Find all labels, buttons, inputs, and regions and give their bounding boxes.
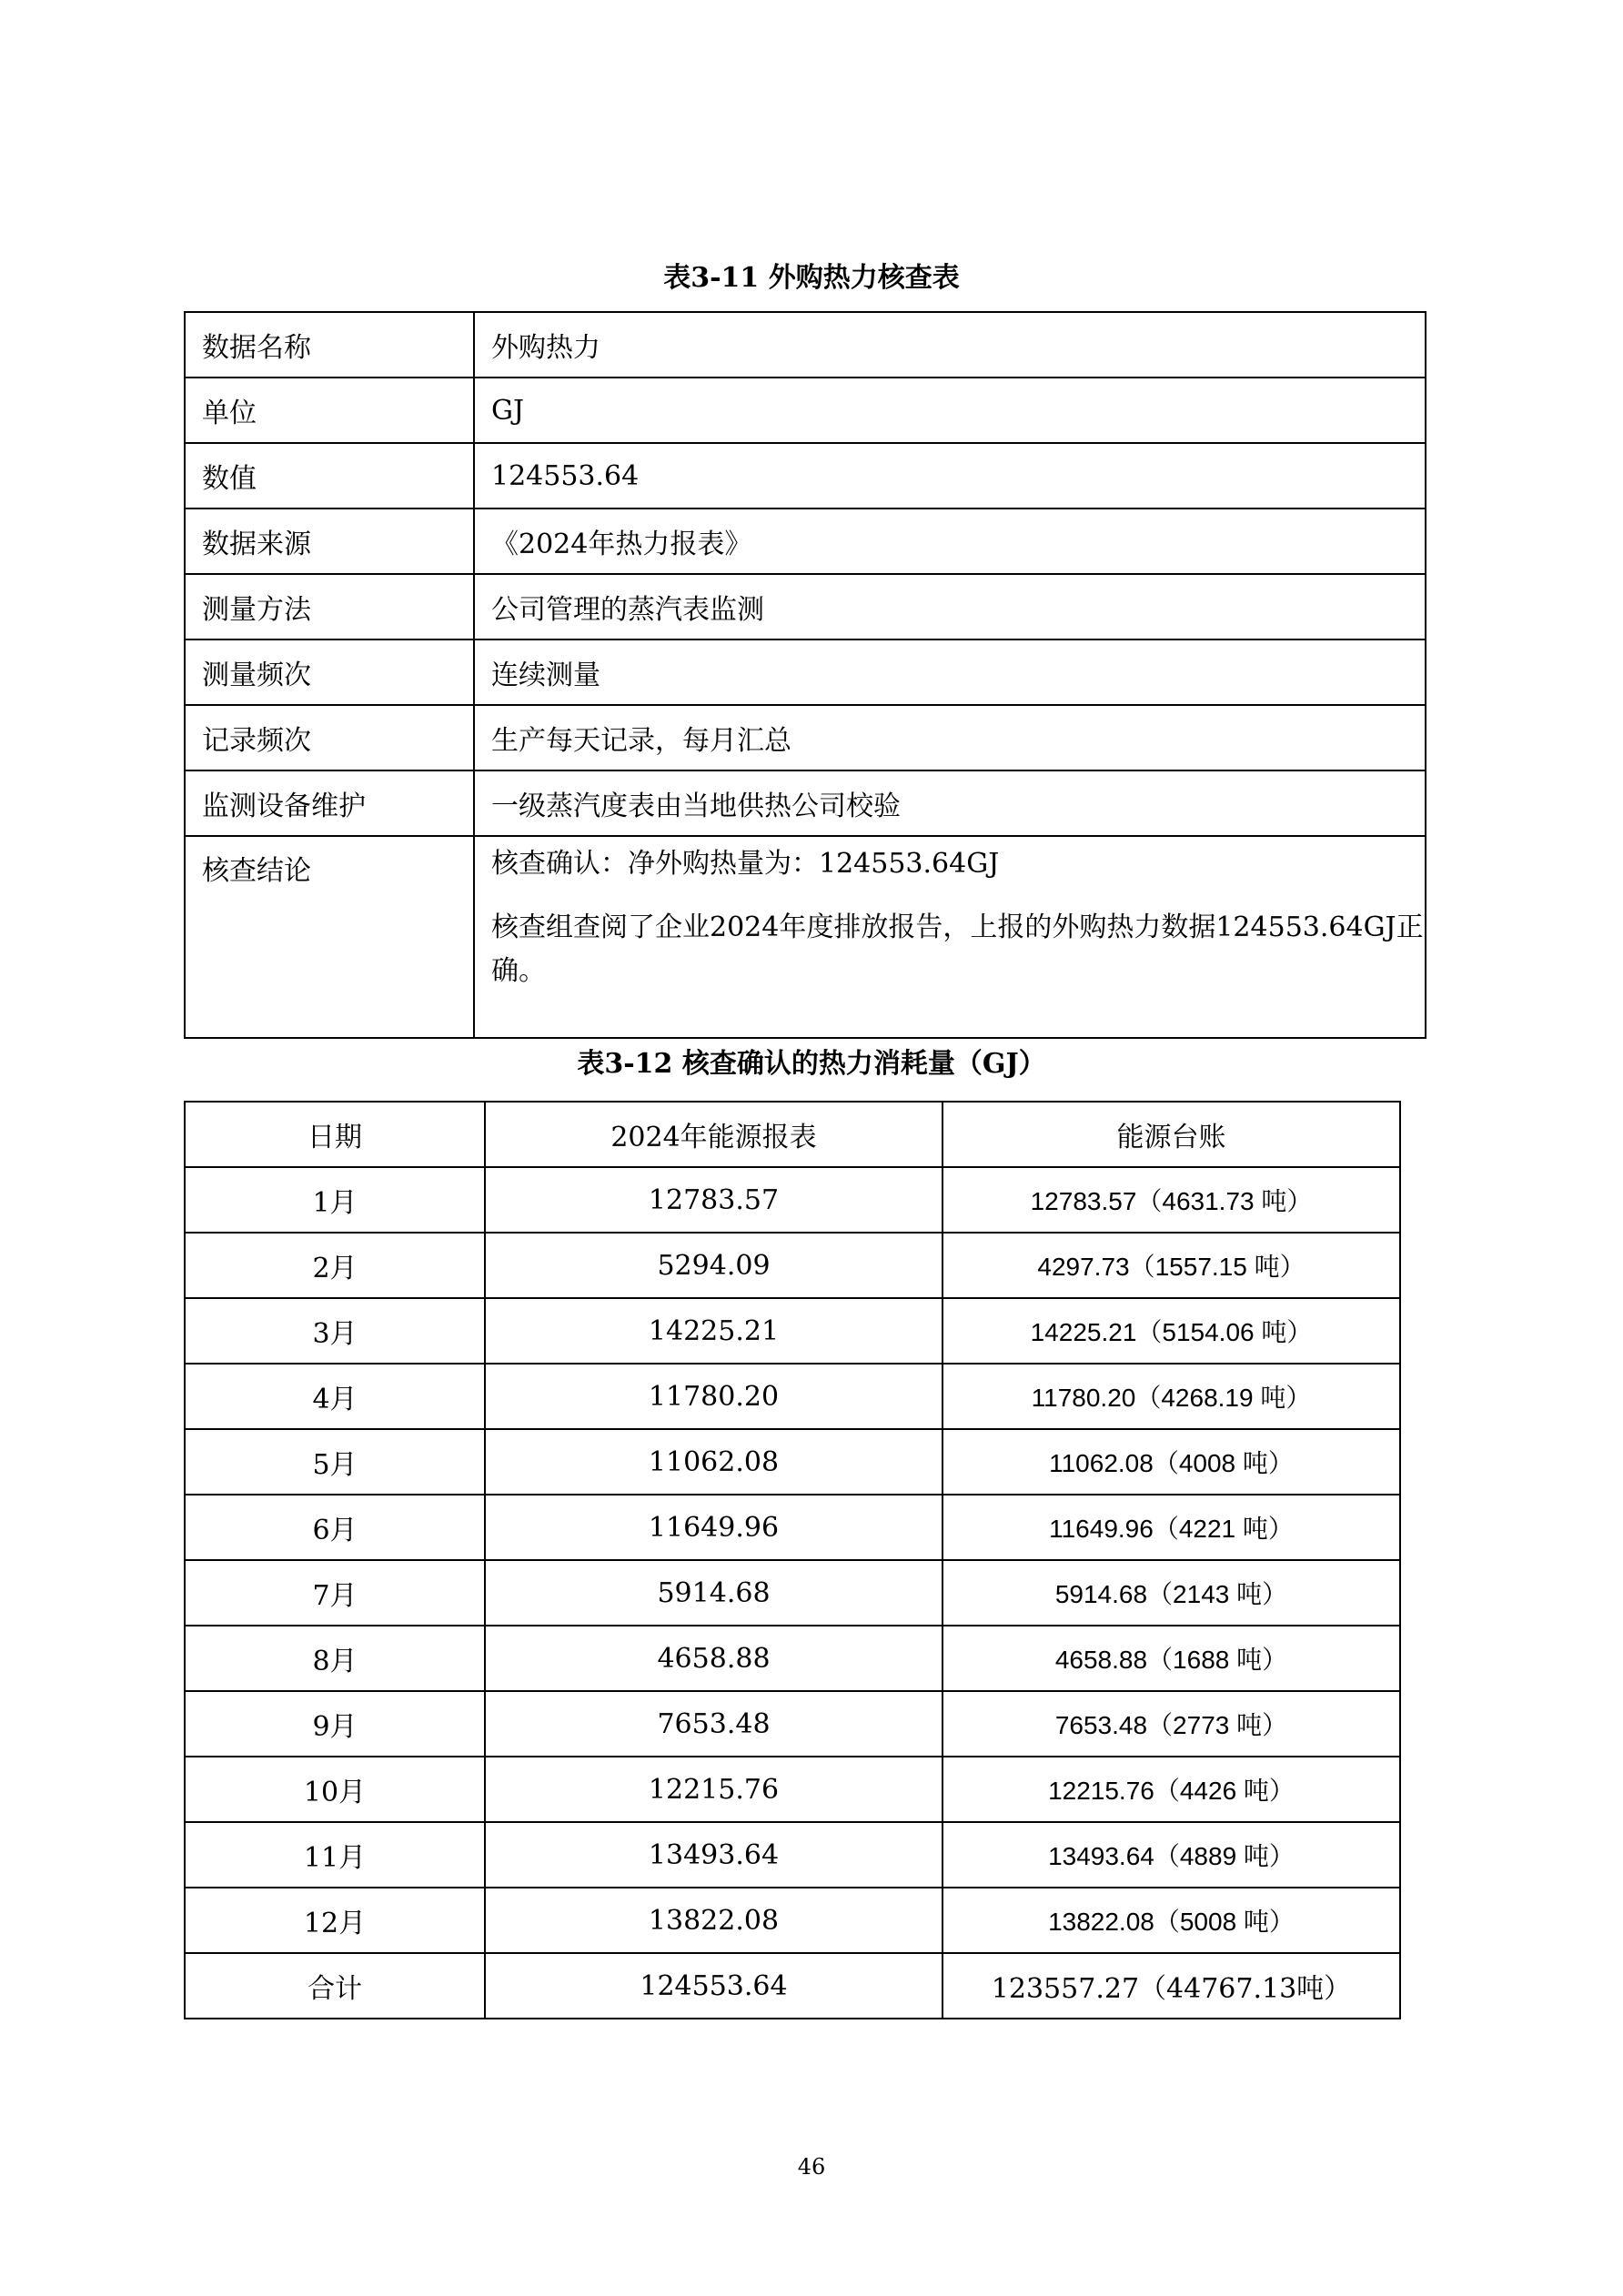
row-value: 连续测量 xyxy=(474,639,1426,705)
report-value-cell: 11062.08 xyxy=(485,1429,943,1495)
header-energy-ledger: 能源台账 xyxy=(943,1102,1400,1167)
row-label: 数值 xyxy=(185,443,474,509)
ledger-value-cell: 7653.48（2773 吨） xyxy=(943,1691,1400,1757)
table-row xyxy=(185,1298,1400,1364)
table-row xyxy=(185,1757,1400,1822)
month-cell: 5月 xyxy=(185,1429,485,1495)
header-energy-report: 2024年能源报表 xyxy=(485,1102,943,1167)
conclusion-line-2-text: 核查组查阅了企业2024年度排放报告，上报的外购热力数据124553.64GJ正 xyxy=(491,911,1424,943)
table-row xyxy=(185,1822,1400,1888)
month-cell: 2月 xyxy=(185,1233,485,1298)
month-cell: 3月 xyxy=(185,1298,485,1364)
table-row xyxy=(185,1233,1400,1298)
table-row xyxy=(185,509,1426,574)
row-value: 外购热力 xyxy=(474,312,1426,378)
month-cell: 4月 xyxy=(185,1364,485,1429)
report-value-cell: 14225.21 xyxy=(485,1298,943,1364)
total-label-cell: 合计 xyxy=(185,1953,485,2019)
table-row xyxy=(185,639,1426,705)
report-value-cell: 12215.76 xyxy=(485,1757,943,1822)
row-label: 单位 xyxy=(185,378,474,443)
report-value-cell: 11649.96 xyxy=(485,1495,943,1560)
conclusion-line-1: 核查确认：净外购热量为：124553.64GJ xyxy=(491,848,1000,880)
table-3-11-caption: 表3-11 外购热力核查表 xyxy=(663,262,960,294)
table-row xyxy=(185,574,1426,639)
table-row xyxy=(185,1429,1400,1495)
table-row xyxy=(185,443,1426,509)
month-cell: 11月 xyxy=(185,1822,485,1888)
ledger-value-cell: 5914.68（2143 吨） xyxy=(943,1560,1400,1626)
ledger-value-cell: 13822.08（5008 吨） xyxy=(943,1888,1400,1953)
table-row xyxy=(185,1888,1400,1953)
table-row xyxy=(185,312,1426,378)
header-date: 日期 xyxy=(185,1102,485,1167)
report-value-cell: 13493.64 xyxy=(485,1822,943,1888)
month-cell: 6月 xyxy=(185,1495,485,1560)
report-value-cell: 12783.57 xyxy=(485,1167,943,1233)
table-row xyxy=(185,1691,1400,1757)
ledger-value-cell: 13493.64（4889 吨） xyxy=(943,1822,1400,1888)
table-row xyxy=(185,705,1426,770)
table-row xyxy=(185,378,1426,443)
total-row xyxy=(185,1953,1400,2019)
table-row xyxy=(185,1364,1400,1429)
row-value: 一级蒸汽度表由当地供热公司校验 xyxy=(474,770,1426,836)
table-row xyxy=(185,1626,1400,1691)
row-label: 记录频次 xyxy=(185,705,474,770)
ledger-value-cell: 12783.57（4631.73 吨） xyxy=(943,1167,1400,1233)
row-label: 数据来源 xyxy=(185,509,474,574)
conclusion-label: 核查结论 xyxy=(185,836,474,1038)
conclusion-row xyxy=(185,836,1426,1038)
report-value-cell: 5294.09 xyxy=(485,1233,943,1298)
conclusion-text xyxy=(474,836,1426,1038)
row-label: 测量方法 xyxy=(185,574,474,639)
total-report-cell: 124553.64 xyxy=(485,1953,943,2019)
table-row xyxy=(185,1560,1400,1626)
table-row xyxy=(185,1167,1400,1233)
row-label: 监测设备维护 xyxy=(185,770,474,836)
page-number: 46 xyxy=(797,2154,826,2180)
purchased-heat-check-table xyxy=(184,311,1426,1039)
conclusion-line-3-text: 确。 xyxy=(491,955,546,987)
ledger-value-cell: 14225.21（5154.06 吨） xyxy=(943,1298,1400,1364)
ledger-value-cell: 4297.73（1557.15 吨） xyxy=(943,1233,1400,1298)
ledger-value-cell: 12215.76（4426 吨） xyxy=(943,1757,1400,1822)
ledger-value-cell: 11649.96（4221 吨） xyxy=(943,1495,1400,1560)
report-value-cell: 5914.68 xyxy=(485,1560,943,1626)
row-value: 《2024年热力报表》 xyxy=(474,509,1426,574)
row-value: 生产每天记录，每月汇总 xyxy=(474,705,1426,770)
report-value-cell: 11780.20 xyxy=(485,1364,943,1429)
total-ledger-cell: 123557.27（44767.13吨） xyxy=(943,1953,1400,2019)
table-header-row xyxy=(185,1102,1400,1167)
row-value: 公司管理的蒸汽表监测 xyxy=(474,574,1426,639)
month-cell: 1月 xyxy=(185,1167,485,1233)
row-label: 数据名称 xyxy=(185,312,474,378)
heat-consumption-table xyxy=(184,1101,1401,2019)
ledger-value-cell: 11062.08（4008 吨） xyxy=(943,1429,1400,1495)
month-cell: 8月 xyxy=(185,1626,485,1691)
row-value: 124553.64 xyxy=(474,443,1426,509)
table-row xyxy=(185,1495,1400,1560)
table-3-12-caption: 表3-12 核查确认的热力消耗量（GJ） xyxy=(577,1048,1046,1080)
conclusion-line-2 xyxy=(491,911,1425,988)
month-cell: 9月 xyxy=(185,1691,485,1757)
report-value-cell: 13822.08 xyxy=(485,1888,943,1953)
row-label: 测量频次 xyxy=(185,639,474,705)
month-cell: 12月 xyxy=(185,1888,485,1953)
row-value: GJ xyxy=(474,378,1426,443)
report-value-cell: 4658.88 xyxy=(485,1626,943,1691)
ledger-value-cell: 11780.20（4268.19 吨） xyxy=(943,1364,1400,1429)
ledger-value-cell: 4658.88（1688 吨） xyxy=(943,1626,1400,1691)
month-cell: 10月 xyxy=(185,1757,485,1822)
month-cell: 7月 xyxy=(185,1560,485,1626)
table-row xyxy=(185,770,1426,836)
report-value-cell: 7653.48 xyxy=(485,1691,943,1757)
